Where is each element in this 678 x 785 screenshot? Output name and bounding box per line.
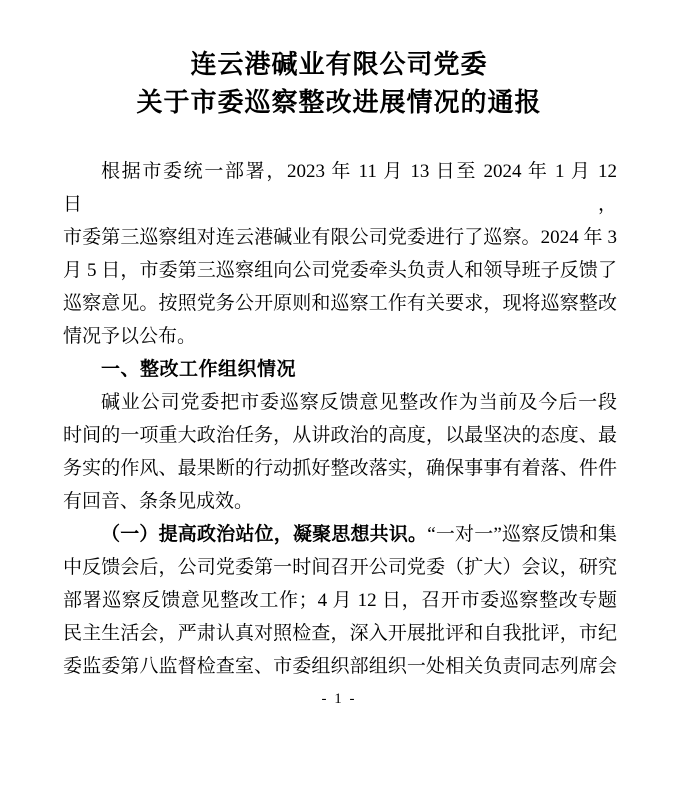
paragraph-line	[63, 518, 617, 551]
paragraph-line: 有回音、条条见成效。	[63, 491, 254, 512]
paragraph-line: 市委第三巡察组对连云港碱业有限公司党委进行了巡察。2024 年 3	[63, 227, 617, 248]
page-number: - 1 -	[321, 691, 357, 707]
paragraph-line: 务实的作风、最果断的行动抓好整改落实，确保事事有着落、件件	[63, 458, 617, 479]
line-text: “一对一”巡察反馈和集	[427, 524, 617, 545]
emphasis-text: （一）提高政治站位，凝聚思想共识。	[101, 524, 428, 545]
title-line-2: 关于市委巡察整改进展情况的通报	[136, 88, 542, 117]
title-line-1: 连云港碱业有限公司党委	[190, 50, 488, 79]
paragraph-line: 根据市委统一部署，2023 年 11 月 13 日至 2024 年 1 月 12 日，	[63, 161, 617, 215]
section-heading: 一、整改工作组织情况	[101, 359, 297, 380]
paragraph-line: 委监委第八监督检查室、市委组织部组织一处相关负责同志列席会	[63, 656, 617, 677]
paragraph-line: 巡察意见。按照党务公开原则和巡察工作有关要求，现将巡察整改	[63, 293, 617, 314]
paragraph-line: 月 5 日，市委第三巡察组向公司党委牵头负责人和领导班子反馈了	[63, 260, 617, 281]
paragraph-line: 时间的一项重大政治任务，从讲政治的高度，以最坚决的态度、最	[63, 425, 617, 446]
paragraph-line: 情况予以公布。	[63, 326, 197, 347]
document-title	[0, 0, 678, 122]
paragraph-line: 部署巡察反馈意见整改工作；4 月 12 日，召开市委巡察整改专题	[63, 590, 617, 611]
paragraph-line: 民主生活会，严肃认真对照检查，深入开展批评和自我批评，市纪	[63, 623, 617, 644]
paragraph-line: 中反馈会后，公司党委第一时间召开公司党委（扩大）会议，研究	[63, 557, 617, 578]
paragraph-line: 碱业公司党委把市委巡察反馈意见整改作为当前及今后一段	[101, 392, 617, 413]
document-body	[63, 155, 617, 683]
